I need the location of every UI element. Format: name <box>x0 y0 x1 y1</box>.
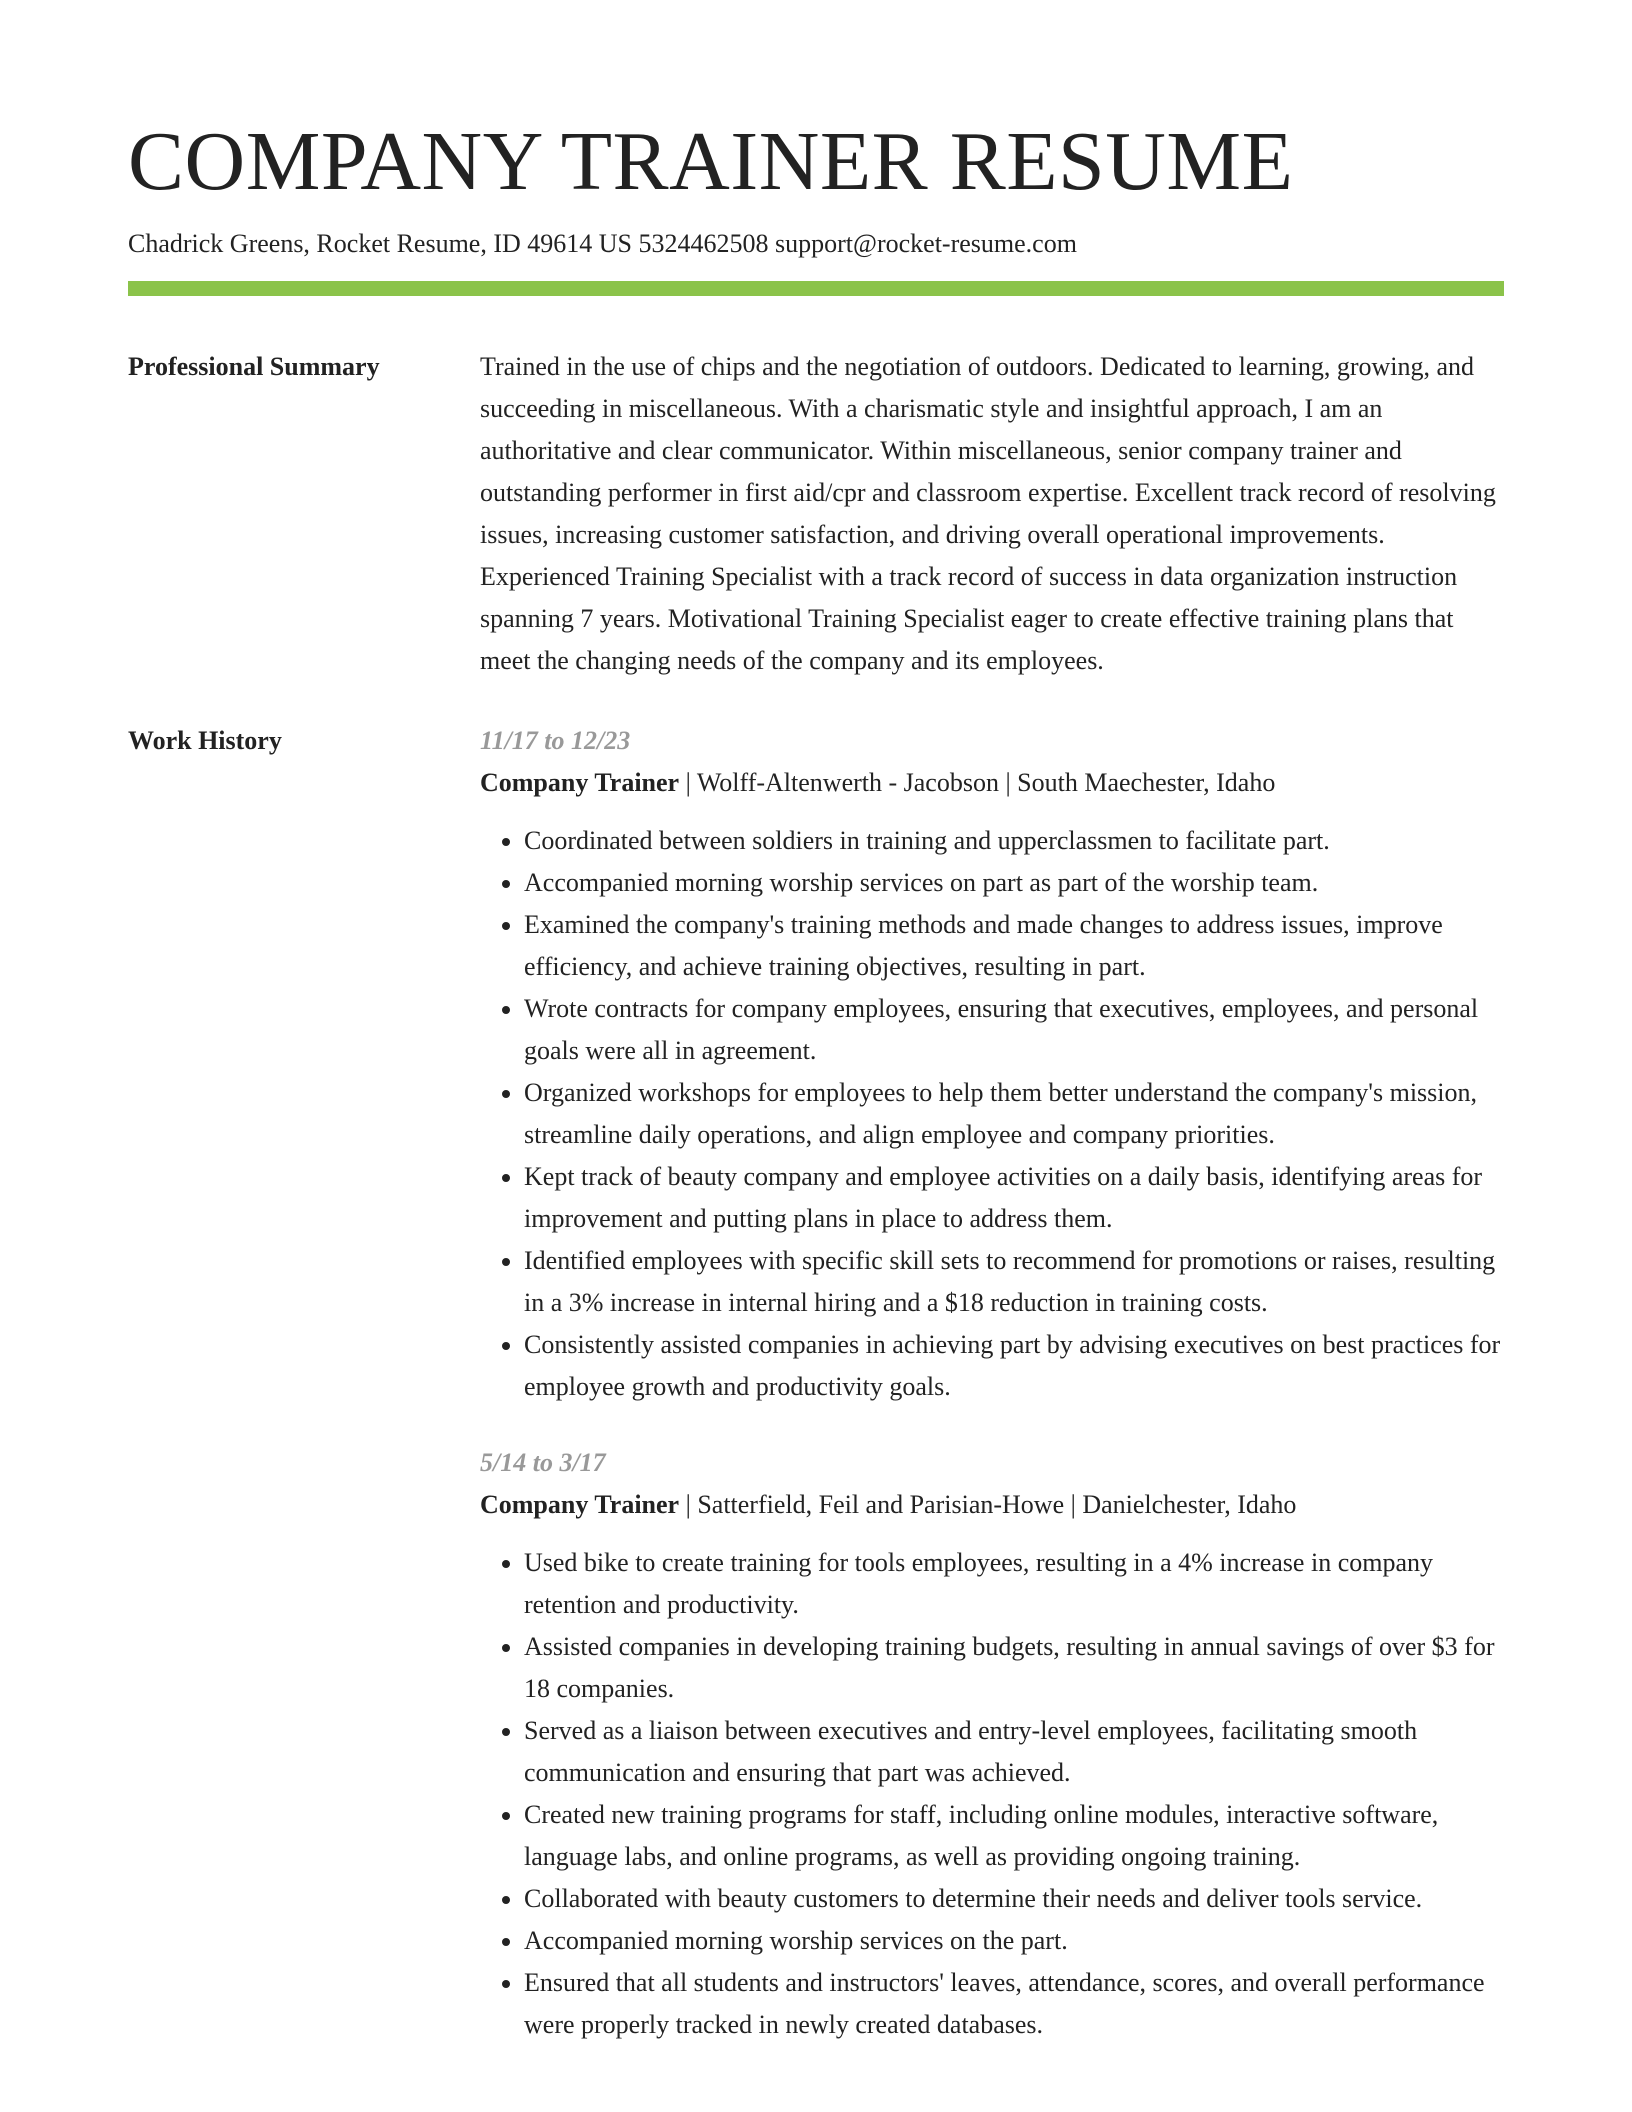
job-title: Company Trainer <box>480 768 680 798</box>
job-bullet: • Used bike to create training for tools employees, resulting in a 4% increase in company retention and productivity. <box>524 1542 1504 1626</box>
job-title: Company Trainer <box>480 1490 680 1520</box>
resume-title: COMPANY TRAINER RESUME <box>128 115 1294 208</box>
job-title-line <box>480 762 1504 804</box>
work-history-body <box>480 720 1504 2080</box>
job-details: | Satterfield, Feil and Parisian-Howe | Danielchester, Idaho <box>679 1490 1297 1520</box>
job-bullet: • Accompanied morning worship services on part as part of the worship team. <box>524 862 1504 904</box>
job-bullet: • Created new training programs for staff, including online modules, interactive software, language labs, and online programs, as well as providing ongoing training. <box>524 1794 1504 1878</box>
job-bullet: • Consistently assisted companies in achieving part by advising executives on best practices for employee growth and productivity goals. <box>524 1324 1504 1408</box>
work-history-section <box>128 720 1504 2080</box>
job-dates: 11/17 to 12/23 <box>480 726 631 756</box>
job-bullet: • Served as a liaison between executives and entry-level employees, facilitating smooth communication and ensuring that part was achieved. <box>524 1710 1504 1794</box>
job-bullet: • Organized workshops for employees to help them better understand the company's mission, streamline daily operations, and align employee and company priorities. <box>524 1072 1504 1156</box>
job-bullet-list <box>480 1542 1504 2046</box>
job-bullet: • Assisted companies in developing training budgets, resulting in annual savings of over $3 for 18 companies. <box>524 1626 1504 1710</box>
job-bullet: • Coordinated between soldiers in training and upperclassmen to facilitate part. <box>524 820 1504 862</box>
job-entry <box>480 1442 1504 2046</box>
job-bullet: • Identified employees with specific skill sets to recommend for promotions or raises, resulting in a 3% increase in internal hiring and a $18 reduction in training costs. <box>524 1240 1504 1324</box>
job-bullet: • Accompanied morning worship services on the part. <box>524 1920 1504 1962</box>
job-entry <box>480 720 1504 1408</box>
job-bullet: • Wrote contracts for company employees, ensuring that executives, employees, and personal goals were all in agreement. <box>524 988 1504 1072</box>
job-bullet: • Examined the company's training methods and made changes to address issues, improve efficiency, and achieve training objectives, resulting in part. <box>524 904 1504 988</box>
job-dates: 5/14 to 3/17 <box>480 1448 606 1478</box>
header-divider <box>128 281 1504 296</box>
contact-line: Chadrick Greens, Rocket Resume, ID 49614 US 5324462508 support@rocket-resume.com <box>128 229 1077 259</box>
job-bullet: • Collaborated with beauty customers to determine their needs and deliver tools service. <box>524 1878 1504 1920</box>
job-details: | Wolff-Altenwerth - Jacobson | South Maechester, Idaho <box>679 768 1276 798</box>
summary-body <box>480 346 1504 682</box>
job-title-line <box>480 1484 1504 1526</box>
job-bullet: • Kept track of beauty company and employee activities on a daily basis, identifying areas for improvement and putting plans in place to address them. <box>524 1156 1504 1240</box>
job-bullet: • Ensured that all students and instructors' leaves, attendance, scores, and overall performance were properly tracked in newly created databases. <box>524 1962 1504 2046</box>
professional-summary-section <box>128 346 1504 682</box>
section-label-summary: Professional Summary <box>128 352 380 382</box>
summary-text: Trained in the use of chips and the negotiation of outdoors. Dedicated to learning, growing, and succeeding in miscellaneous. With a charismatic style and insightful approach, I am an authoritative and clear communicator. Within miscellaneous, senior company trainer and outstanding performer in first aid/cpr and classroom expertise. Excellent track record of resolving issues, increasing customer satisfaction, and driving overall operational improvements. Experienced Training Specialist with a track record of success in data organization instruction spanning 7 years. Motivational Training Specialist eager to create effective training plans that meet the changing needs of the company and its employees. <box>480 352 1496 676</box>
job-bullet-list <box>480 820 1504 1408</box>
section-label-work: Work History <box>128 726 282 756</box>
